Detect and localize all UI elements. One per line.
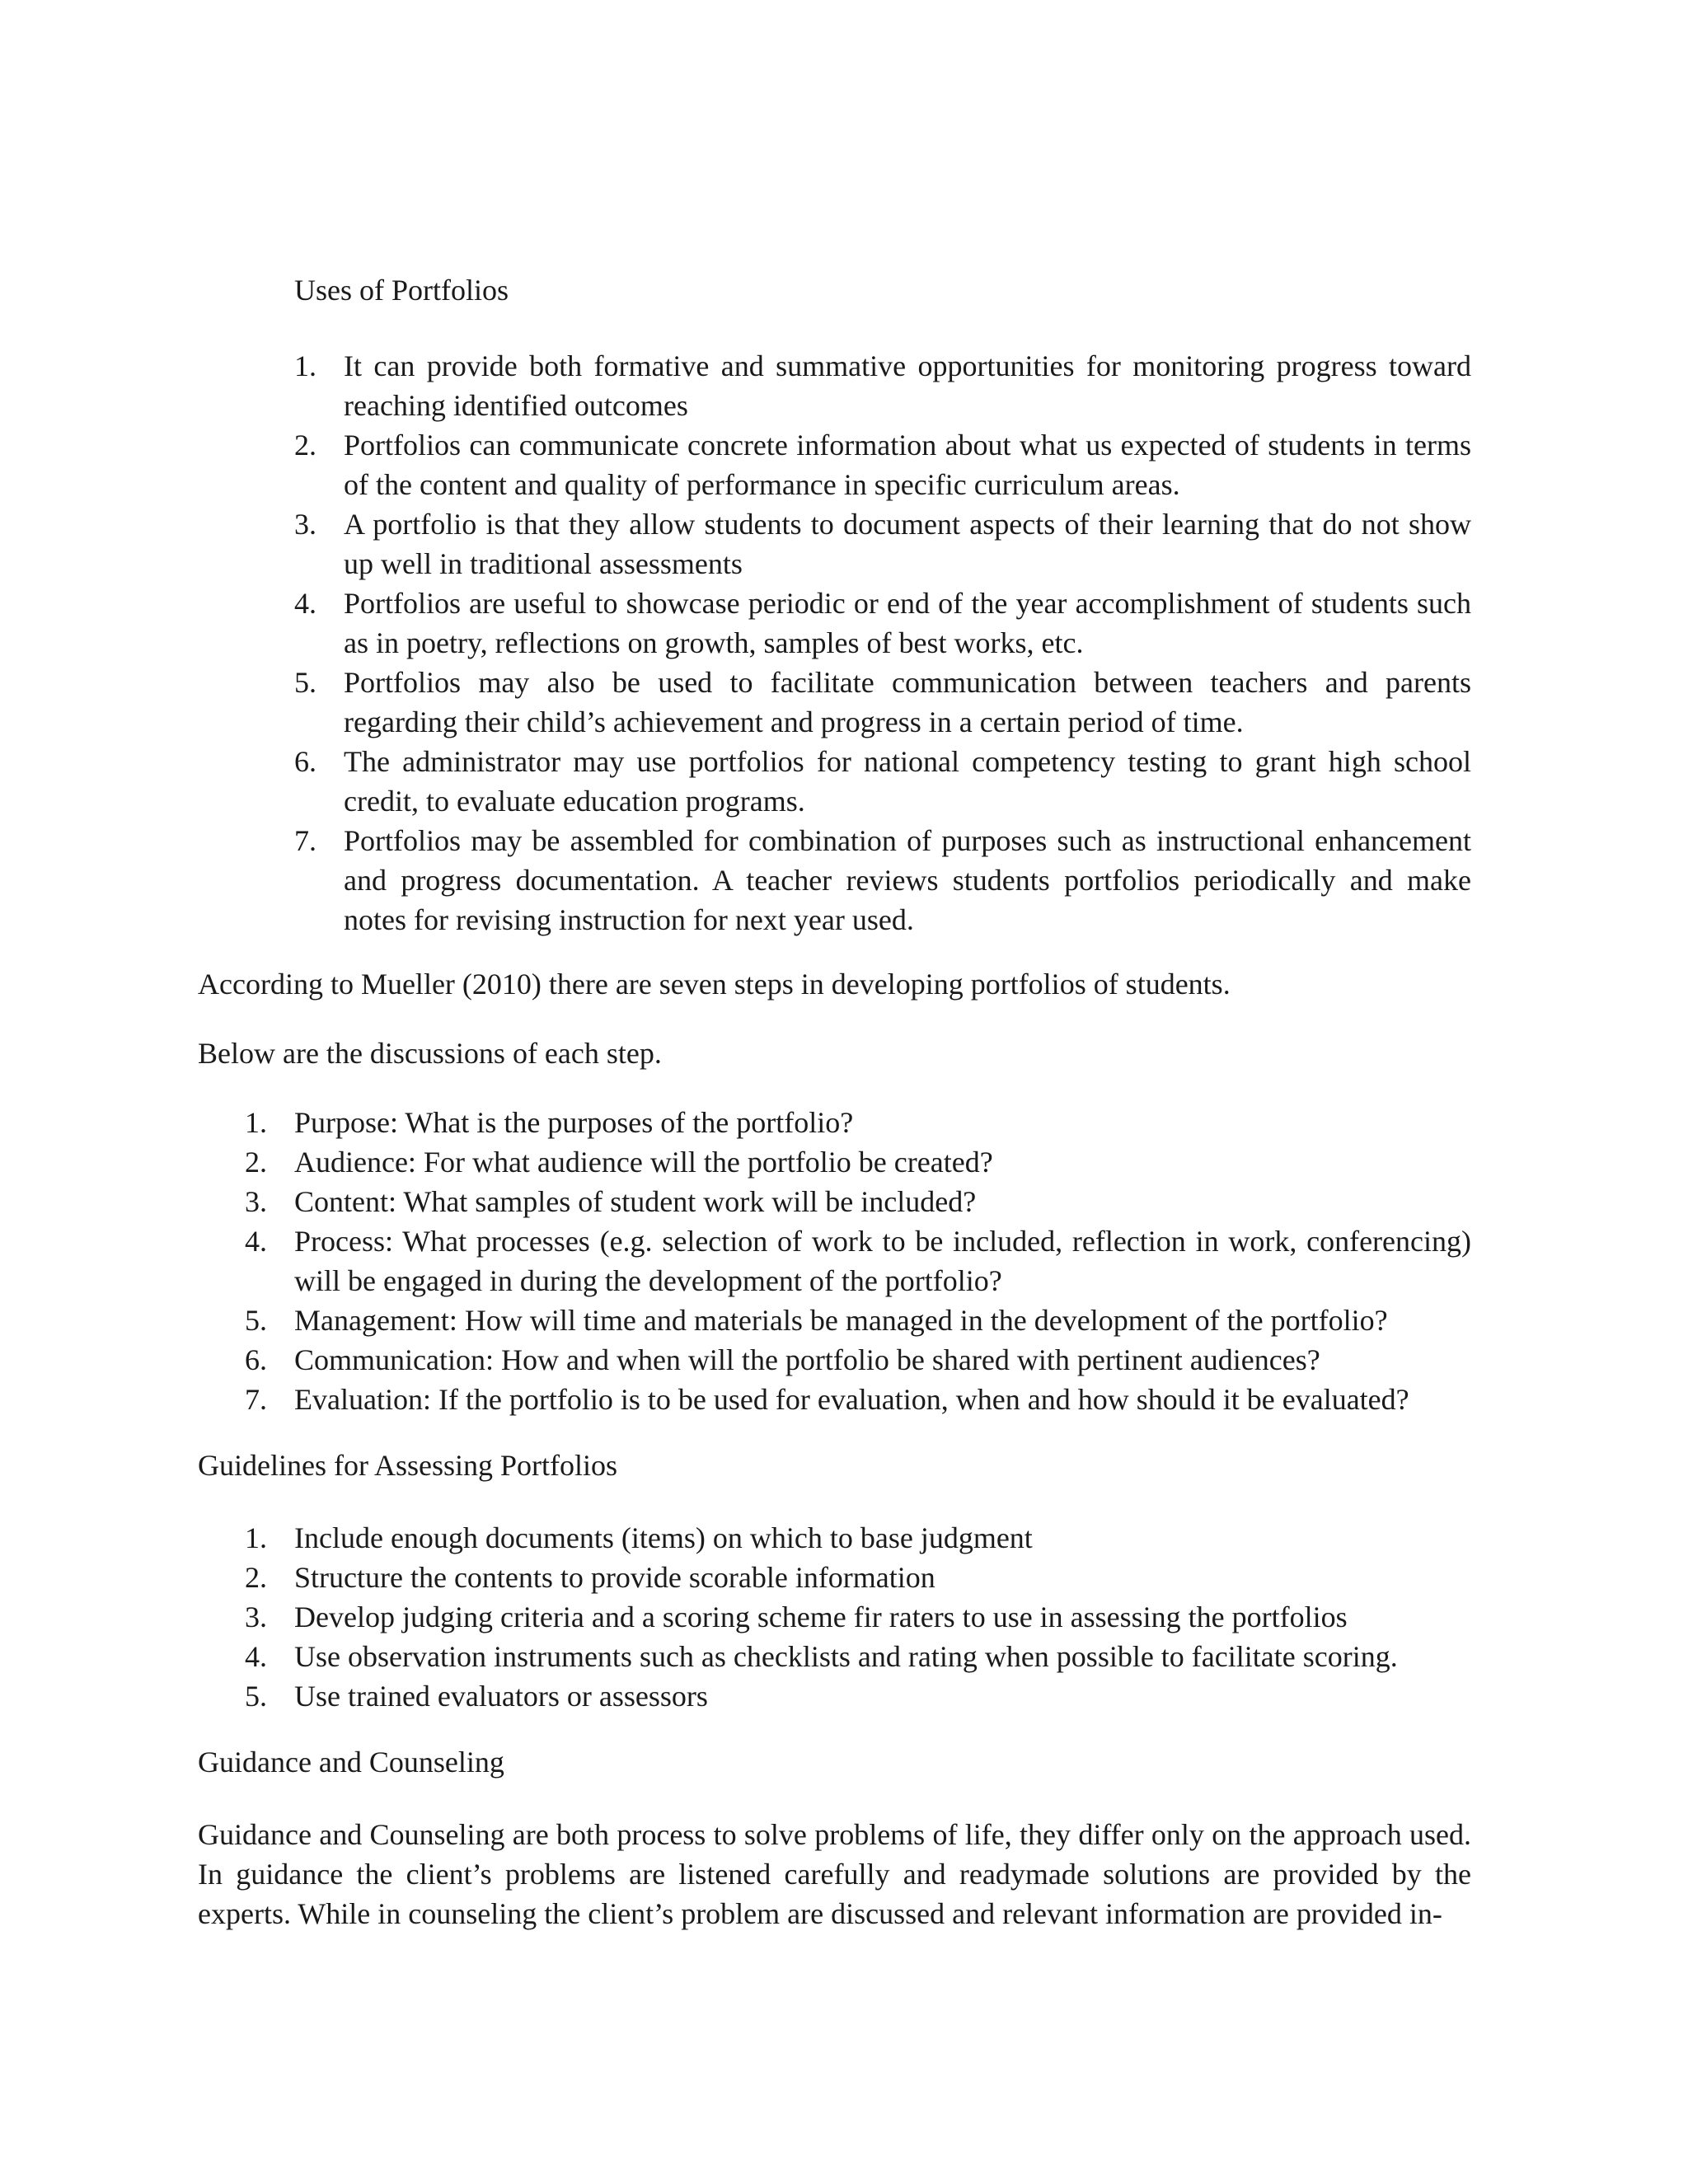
list-item: 7. Portfolios may be assembled for combination of purposes such as instructional enhancement and progress documentation. A teacher reviews students portfolios periodically and make notes for revising instruction for next year used. — [294, 824, 1471, 936]
list-item: 4. Process: What processes (e.g. selection of work to be included, reflection in work, conferencing) will be engaged in during the development of the portfolio? — [245, 1225, 1471, 1297]
list-item: 5. Management: How will time and materials be managed in the development of the portfolio? — [245, 1304, 1388, 1337]
list-item: 2. Structure the contents to provide scorable information — [245, 1561, 935, 1594]
list-item: 5. Portfolios may also be used to facilitate communication between teachers and parents regarding their child’s achievement and progress in a certain period of time. — [294, 666, 1471, 738]
list-item: 1. It can provide both formative and summative opportunities for monitoring progress toward reaching identified outcomes — [294, 349, 1471, 422]
list-item: 2. Portfolios can communicate concrete information about what us expected of students in terms of the content and quality of performance in specific curriculum areas. — [294, 429, 1471, 501]
list-item: 1. Purpose: What is the purposes of the portfolio? — [245, 1106, 854, 1139]
guidance-heading: Guidance and Counseling — [198, 1746, 504, 1779]
list-item: 1. Include enough documents (items) on which to base judgment — [245, 1521, 1033, 1554]
mueller-intro-paragraph: According to Mueller (2010) there are seven steps in developing portfolios of students. — [198, 968, 1231, 1001]
guidance-paragraph: Guidance and Counseling are both process to solve problems of life, they differ only on the approach used. In guidance the client’s problems are listened carefully and readymade solutions are provided by the experts. While in counseling the client’s problem are discussed and relevant information are provided in- — [198, 1818, 1471, 1930]
list-item: 3. Content: What samples of student work will be included? — [245, 1185, 977, 1218]
list-item: 5. Use trained evaluators or assessors — [245, 1680, 708, 1713]
guidelines-heading: Guidelines for Assessing Portfolios — [198, 1449, 617, 1482]
list-item: 4. Portfolios are useful to showcase periodic or end of the year accomplishment of students such as in poetry, reflections on growth, samples of best works, etc. — [294, 587, 1471, 659]
list-item: 3. Develop judging criteria and a scoring scheme fir raters to use in assessing the portfolios — [245, 1601, 1348, 1633]
document-page — [198, 270, 1471, 1963]
list-item: 7. Evaluation: If the portfolio is to be used for evaluation, when and how should it be evaluated? — [245, 1383, 1409, 1416]
list-item: 4. Use observation instruments such as checklists and rating when possible to facilitate scoring. — [245, 1640, 1398, 1673]
steps-list — [198, 1103, 1471, 1419]
uses-of-portfolios-heading: Uses of Portfolios — [294, 274, 509, 307]
steps-intro-paragraph: Below are the discussions of each step. — [198, 1037, 662, 1070]
list-item: 3. A portfolio is that they allow students to document aspects of their learning that do not show up well in traditional assessments — [294, 508, 1471, 580]
list-item: 6. Communication: How and when will the portfolio be shared with pertinent audiences? — [245, 1343, 1320, 1376]
uses-list — [294, 346, 1471, 940]
list-item: 6. The administrator may use portfolios for national competency testing to grant high school credit, to evaluate education programs. — [294, 745, 1471, 818]
list-item: 2. Audience: For what audience will the portfolio be created? — [245, 1146, 993, 1179]
guidelines-list — [198, 1518, 1471, 1716]
